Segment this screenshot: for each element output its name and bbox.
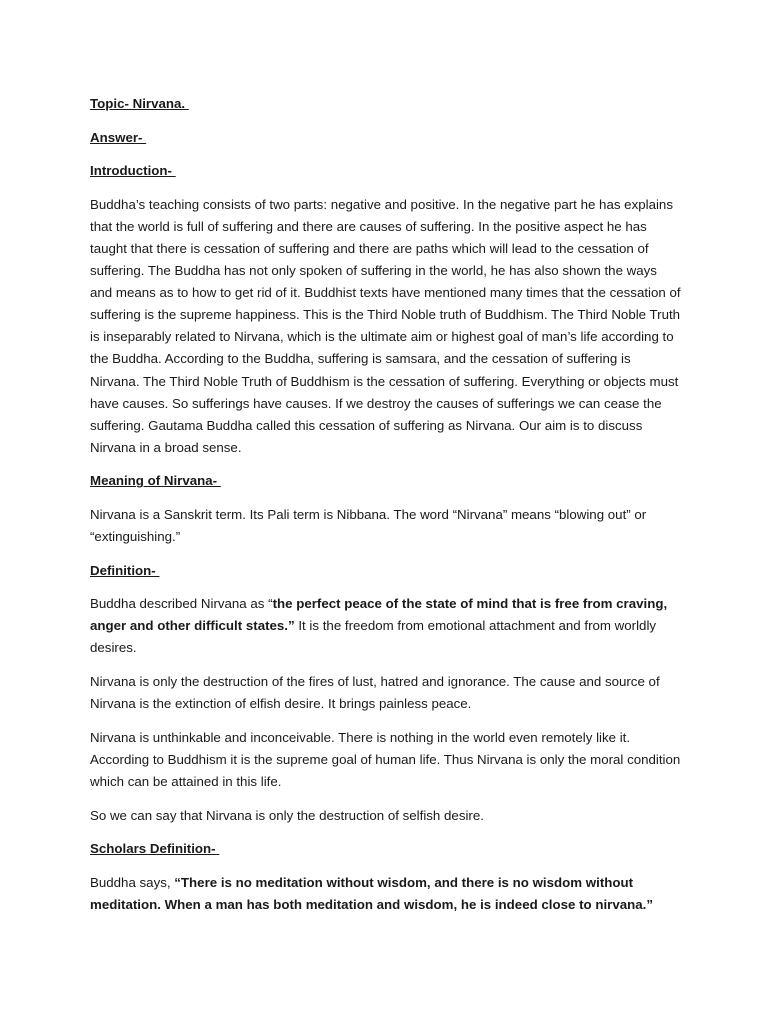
scholars-quote: “There is no meditation without wisdom, and there is no wisdom without meditation. When a man has both meditation and wisdom, he is indeed close to nirvana.” xyxy=(90,874,653,912)
definition-heading: Definition- xyxy=(90,562,160,578)
introduction-heading: Introduction- xyxy=(90,163,176,179)
meaning-paragraph: Nirvana is a Sanskrit term. Its Pali term is Nibbana. The word “Nirvana” means “blowing out” or “extinguishing.” xyxy=(90,507,647,545)
definition-paragraph-1 xyxy=(90,593,682,659)
answer-heading: Answer- xyxy=(90,129,147,145)
definition-prefix: Buddha described Nirvana as “ xyxy=(90,596,273,612)
scholars-prefix: Buddha says, xyxy=(90,874,175,890)
definition-paragraph-2: Nirvana is only the destruction of the fires of lust, hatred and ignorance. The cause and source of Nirvana is the extinction of elfish desire. It brings painless peace. xyxy=(90,674,660,712)
topic-heading: Topic- Nirvana. xyxy=(90,96,189,111)
scholars-heading: Scholars Definition- xyxy=(90,841,220,857)
introduction-paragraph: Buddha’s teaching consists of two parts: negative and positive. In the negative part he has explains that the world is full of suffering and there are causes of suffering. In the positive aspect he has taught that there is cessation of suffering and there are paths which will lead to the cessation of suffering. The Buddha has not only spoken of suffering in the world, he has also shown the ways and means as to how to get rid of it. Buddhist texts have mentioned many times that the cessation of suffering is the supreme happiness. This is the Third Noble truth of Buddhism. The Third Noble Truth is inseparably related to Nirvana, which is the ultimate aim or highest goal of man’s life according to the Buddha. According to the Buddha, suffering is samsara, and the cessation of suffering is Nirvana. The Third Noble Truth of Buddhism is the cessation of suffering. Everything or objects must have causes. So sufferings have causes. If we destroy the causes of sufferings we can cease the suffering. Gautama Buddha called this cessation of suffering as Nirvana. Our aim is to discuss Nirvana in a broad sense. xyxy=(90,196,681,455)
definition-suffix: It is the freedom from emotional attachment and from worldly desires. xyxy=(90,618,657,656)
meaning-heading: Meaning of Nirvana- xyxy=(90,473,221,489)
scholars-paragraph xyxy=(90,872,682,916)
definition-quote: the perfect peace of the state of mind that is free from craving, anger and other difficult states.” xyxy=(90,596,668,634)
definition-paragraph-3: Nirvana is unthinkable and inconceivable. There is nothing in the world even remotely like it. According to Buddhism it is the supreme goal of human life. Thus Nirvana is only the moral condition which can be attained in this life. xyxy=(90,729,681,789)
document-page xyxy=(90,93,682,927)
definition-paragraph-4: So we can say that Nirvana is only the destruction of selfish desire. xyxy=(90,807,484,823)
